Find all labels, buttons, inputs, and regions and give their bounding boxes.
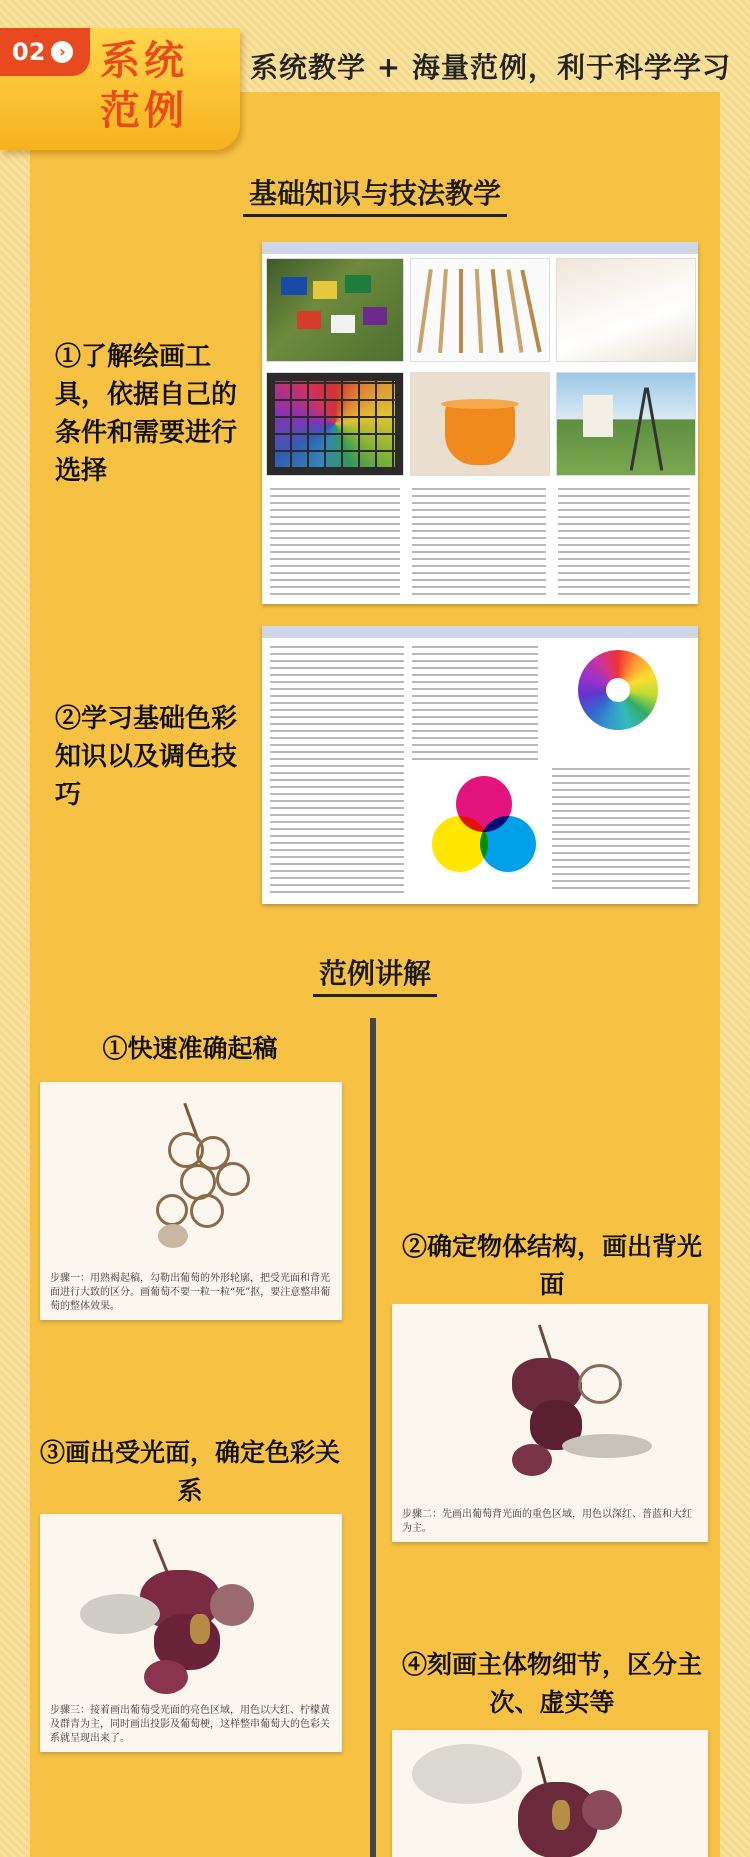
part2-heading: 范例讲解 xyxy=(0,952,750,992)
section-number-tab xyxy=(0,28,90,76)
part1-heading: 基础知识与技法教学 xyxy=(0,172,750,212)
step-1-title: ①快速准确起稿 xyxy=(102,1034,278,1063)
color-mixing-diagram xyxy=(428,776,538,880)
color-theory-book-page xyxy=(262,626,698,904)
section-number: 02 xyxy=(12,38,46,66)
section-title: 系统范例 xyxy=(100,37,188,134)
step-1-caption: 步骤一：用熟褐起稿，勾勒出葡萄的外形轮廓，把受光面和背光面进行大致的区分。画葡萄不要一粒一粒“死”抠，要注意整串葡萄的整体效果。 xyxy=(50,1273,331,1312)
book-header-bar xyxy=(262,242,698,254)
tools-book-page xyxy=(262,242,698,604)
paint-tubes-photo xyxy=(266,258,404,362)
body-text-column xyxy=(270,646,404,898)
color-wheel-diagram xyxy=(578,650,658,730)
step-2-image xyxy=(392,1304,708,1542)
step-3-caption: 步骤三：接着画出葡萄受光面的亮色区域，用色以大红、柠檬黄及群青为主，同时画出投影及葡萄梗，这样整串葡萄大的色彩关系就呈现出来了。 xyxy=(50,1705,330,1744)
step-4-image xyxy=(392,1730,708,1857)
body-text-column xyxy=(412,646,538,764)
brushes-photo xyxy=(410,258,550,362)
step-1-image xyxy=(40,1082,342,1320)
step-4-title: ④刻画主体物细节，区分主次、虚实等 xyxy=(401,1650,702,1717)
knowledge-item-1-label: ①了解绘画工具，依据自己的条件和需要进行选择 xyxy=(55,342,238,486)
step-2-title: ②确定物体结构，画出背光面 xyxy=(401,1232,702,1299)
body-text-column xyxy=(552,768,690,894)
chevron-right-icon: › xyxy=(51,41,73,63)
section-badge xyxy=(0,28,240,150)
water-bucket-photo xyxy=(410,372,550,476)
body-text-column xyxy=(412,488,546,598)
step-3-title: ③画出受光面，确定色彩关系 xyxy=(40,1438,341,1505)
paper-photo xyxy=(556,258,696,362)
step-2-caption: 步骤二：先画出葡萄背光面的重色区域，用色以深红、普蓝和大红为主。 xyxy=(402,1509,692,1534)
easel-photo xyxy=(556,372,696,476)
book-header-bar xyxy=(262,626,698,638)
knowledge-item-2-label: ②学习基础色彩知识以及调色技巧 xyxy=(55,704,238,810)
step-3-image xyxy=(40,1514,342,1752)
body-text-column xyxy=(558,488,690,598)
section-headline: 系统教学 + 海量范例，利于科学学习 xyxy=(250,51,731,84)
body-text-column xyxy=(270,488,400,598)
palette-photo xyxy=(266,372,404,476)
timeline-divider xyxy=(370,1018,376,1857)
